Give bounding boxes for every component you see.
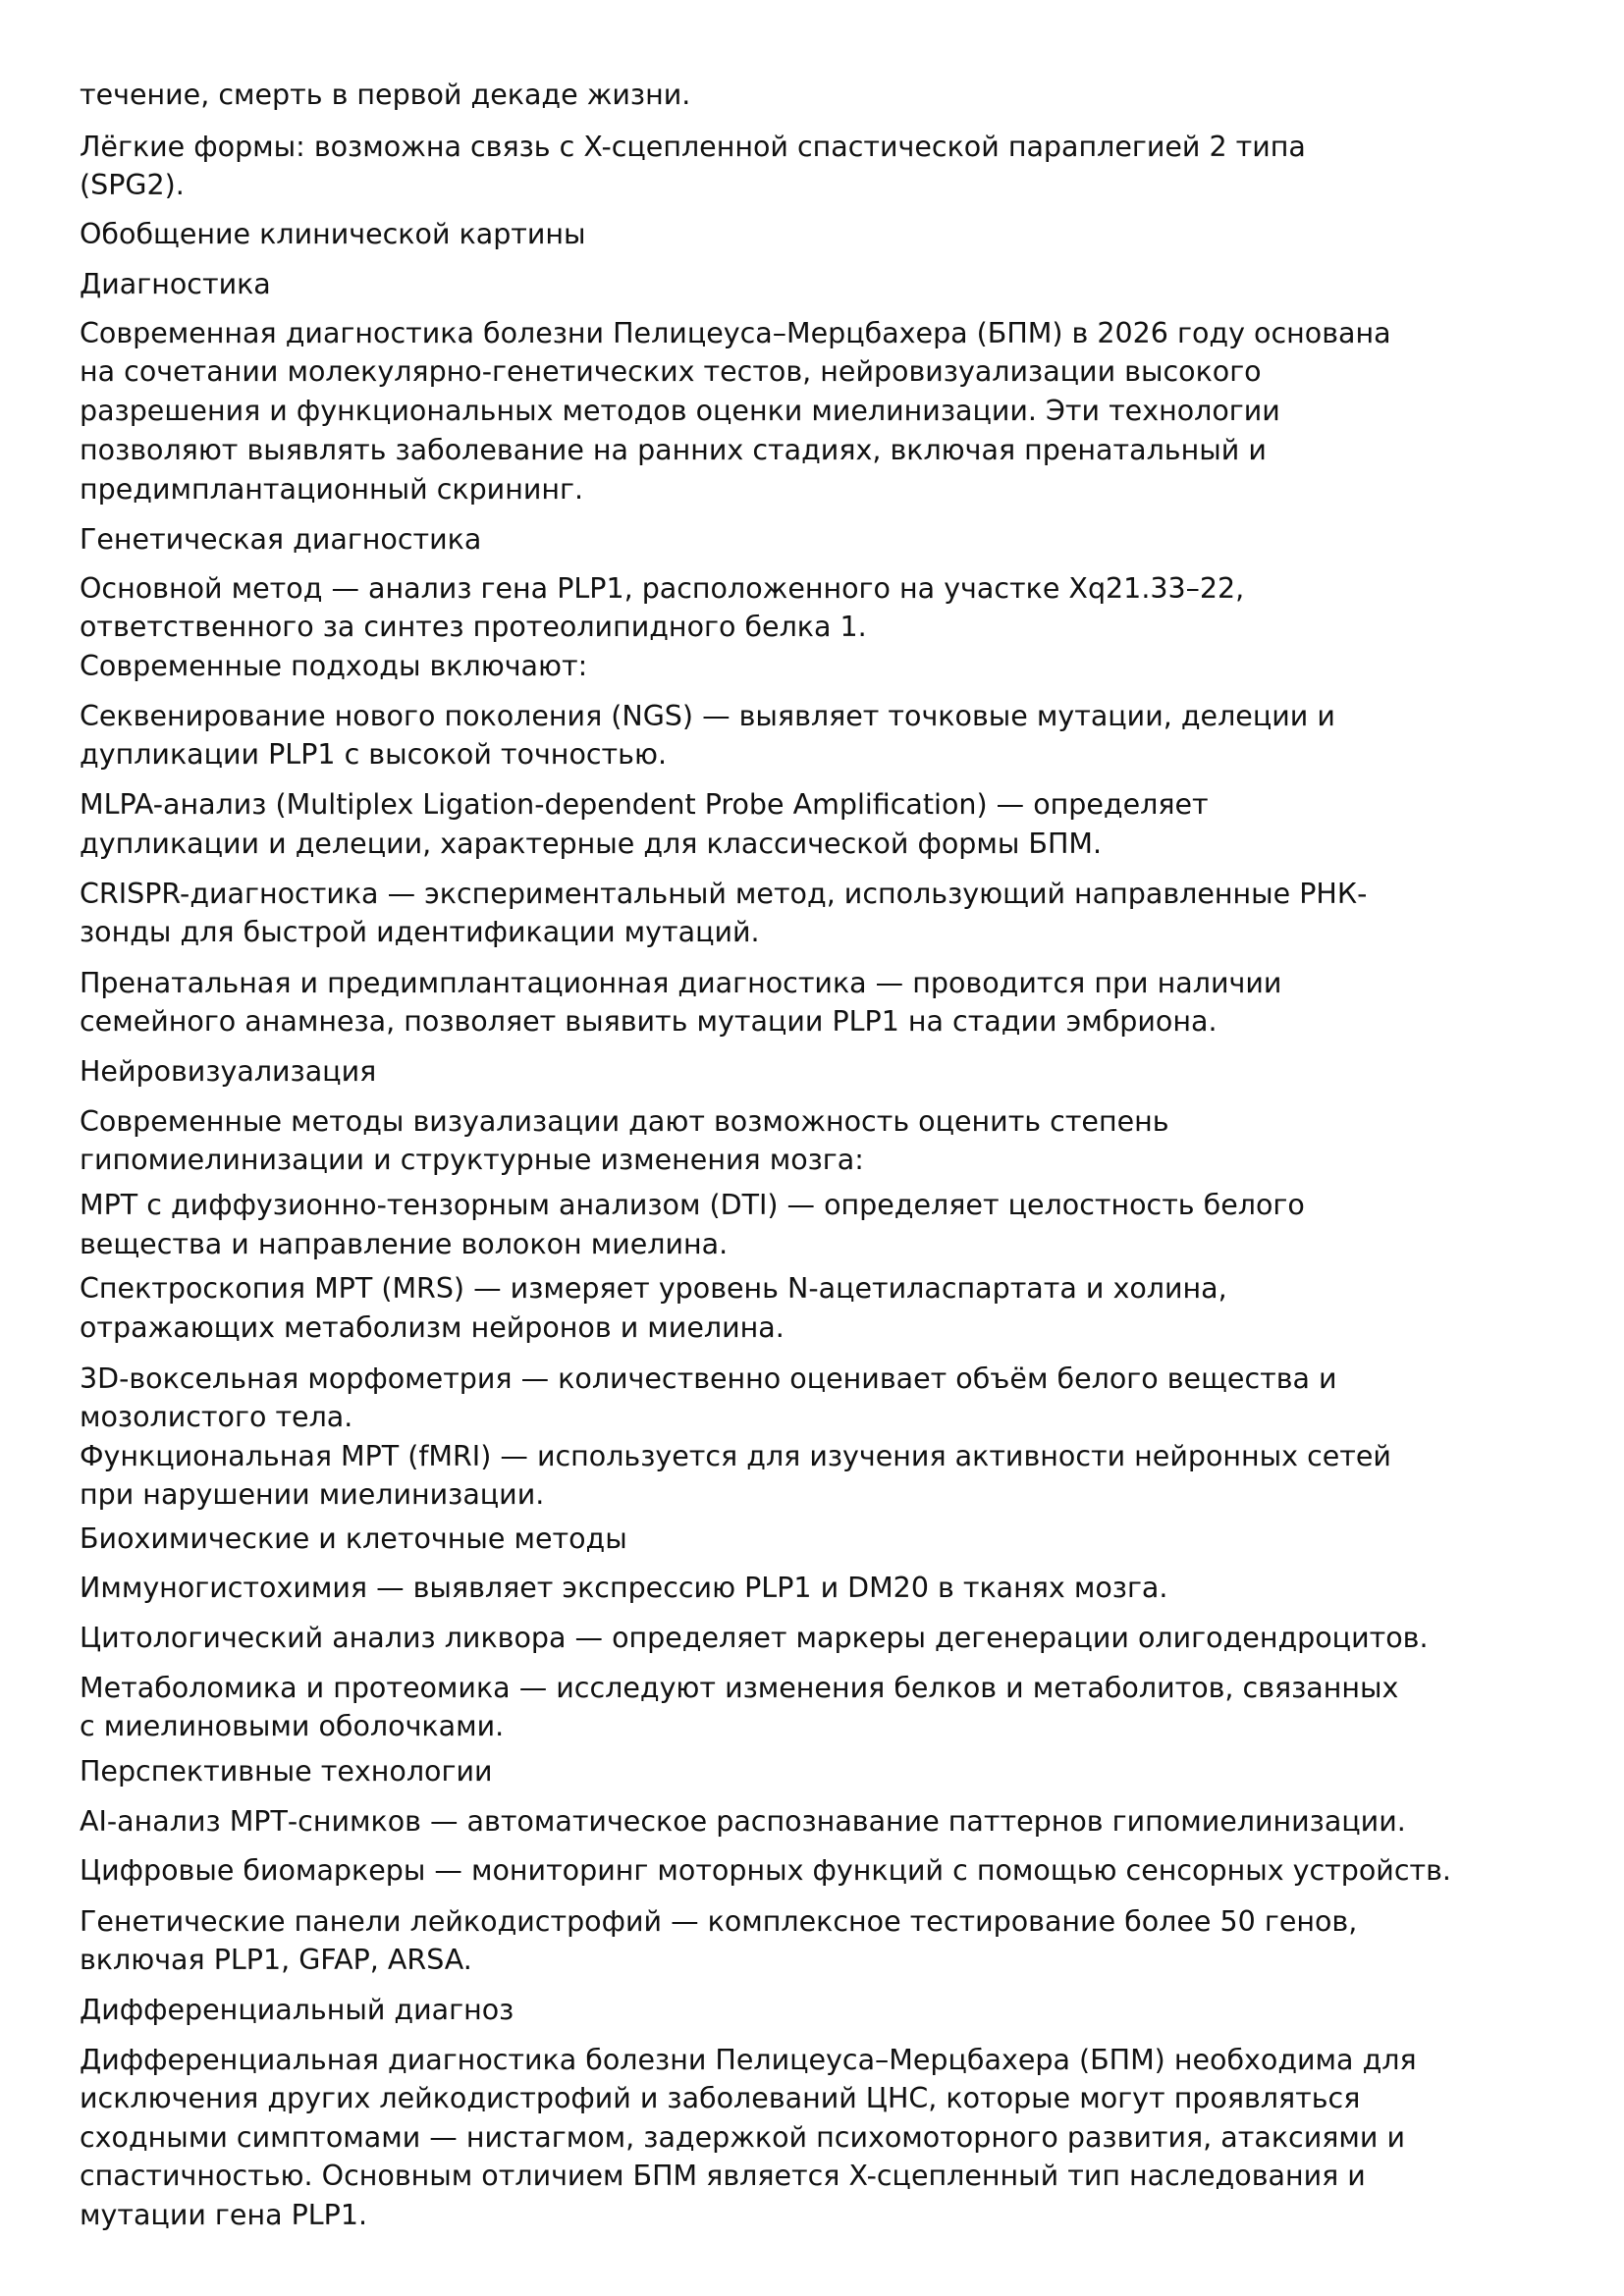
text-line: (SPG2). <box>80 169 185 201</box>
section-heading: Генетическая диагностика <box>80 523 482 556</box>
text-line: мутации гена PLP1. <box>80 2199 368 2231</box>
section-heading: Нейровизуализация <box>80 1055 377 1088</box>
text-line: ответственного за синтез протеолипидного белка 1. <box>80 611 867 643</box>
text-line: течение, смерть в первой декаде жизни. <box>80 79 691 111</box>
text-line: Метаболомика и протеомика — исследуют изменения белков и метаболитов, связанных <box>80 1672 1399 1704</box>
text-line: 3D-воксельная морфометрия — количественно оценивает объём белого вещества и <box>80 1362 1337 1395</box>
text-line: зонды для быстрой идентификации мутаций. <box>80 916 760 948</box>
text-line: AI-анализ МРТ-снимков — автоматическое распознавание паттернов гипомиелинизации. <box>80 1805 1406 1838</box>
section-heading: Обобщение клинической картины <box>80 218 586 250</box>
text-line: предимплантационный скрининг. <box>80 473 584 506</box>
text-line: Основной метод — анализ гена PLP1, расположенного на участке Xq21.33–22, <box>80 572 1245 605</box>
text-line: CRISPR-диагностика — экспериментальный метод, использующий направленные РНК- <box>80 878 1368 910</box>
text-line: Функциональная МРТ (fMRI) — используется для изучения активности нейронных сетей <box>80 1440 1391 1472</box>
section-heading: Перспективные технологии <box>80 1755 493 1788</box>
text-line: Цифровые биомаркеры — мониторинг моторных функций с помощью сенсорных устройств. <box>80 1854 1451 1887</box>
text-line: с миелиновыми оболочками. <box>80 1710 505 1742</box>
text-line: Современные подходы включают: <box>80 650 588 682</box>
text-line: спастичностью. Основным отличием БПМ является X-сцепленный тип наследования и <box>80 2160 1366 2192</box>
text-line: при нарушении миелинизации. <box>80 1478 545 1511</box>
section-heading: Дифференциальный диагноз <box>80 1994 514 2026</box>
text-line: отражающих метаболизм нейронов и миелина. <box>80 1311 785 1344</box>
text-line: Цитологический анализ ликвора — определяет маркеры дегенерации олигодендроцитов. <box>80 1622 1429 1654</box>
text-line: мозолистого тела. <box>80 1401 353 1433</box>
text-line: Дифференциальная диагностика болезни Пелицеуса–Мерцбахера (БПМ) необходима для <box>80 2044 1417 2076</box>
text-line: Генетические панели лейкодистрофий — комплексное тестирование более 50 генов, <box>80 1905 1358 1938</box>
text-line: Секвенирование нового поколения (NGS) — выявляет точковые мутации, делеции и <box>80 700 1335 732</box>
text-line: позволяют выявлять заболевание на ранних стадиях, включая пренатальный и <box>80 434 1267 466</box>
text-line: вещества и направление волокон миелина. <box>80 1228 729 1260</box>
text-line: МРТ с диффузионно-тензорным анализом (DTI) — определяет целостность белого <box>80 1189 1305 1221</box>
text-line: Пренатальная и предимплантационная диагностика — проводится при наличии <box>80 967 1282 999</box>
text-line: дупликации PLP1 с высокой точностью. <box>80 738 667 771</box>
text-line: дупликации и делеции, характерные для классической формы БПМ. <box>80 828 1103 860</box>
text-line: включая PLP1, GFAP, ARSA. <box>80 1944 472 1976</box>
text-line: семейного анамнеза, позволяет выявить мутации PLP1 на стадии эмбриона. <box>80 1005 1218 1038</box>
text-line: Спектроскопия МРТ (MRS) — измеряет уровень N-ацетиласпартата и холина, <box>80 1272 1227 1305</box>
text-line: гипомиелинизации и структурные изменения мозга: <box>80 1144 864 1176</box>
section-heading: Биохимические и клеточные методы <box>80 1522 627 1555</box>
section-heading: Диагностика <box>80 268 271 300</box>
text-line: на сочетании молекулярно-генетических тестов, нейровизуализации высокого <box>80 355 1262 388</box>
text-line: MLPA-анализ (Multiplex Ligation-dependent Probe Amplification) — определяет <box>80 788 1209 821</box>
text-line: сходными симптомами — нистагмом, задержкой психомоторного развития, атаксиями и <box>80 2121 1405 2154</box>
text-line: Современные методы визуализации дают возможность оценить степень <box>80 1105 1169 1138</box>
text-line: Иммуногистохимия — выявляет экспрессию PLP1 и DM20 в тканях мозга. <box>80 1572 1168 1604</box>
text-line: исключения других лейкодистрофий и заболеваний ЦНС, которые могут проявляться <box>80 2082 1361 2114</box>
text-line: Лёгкие формы: возможна связь с X-сцепленной спастической параплегией 2 типа <box>80 131 1306 163</box>
text-line: разрешения и функциональных методов оценки миелинизации. Эти технологии <box>80 395 1280 427</box>
text-line: Современная диагностика болезни Пелицеуса–Мерцбахера (БПМ) в 2026 году основана <box>80 317 1391 349</box>
